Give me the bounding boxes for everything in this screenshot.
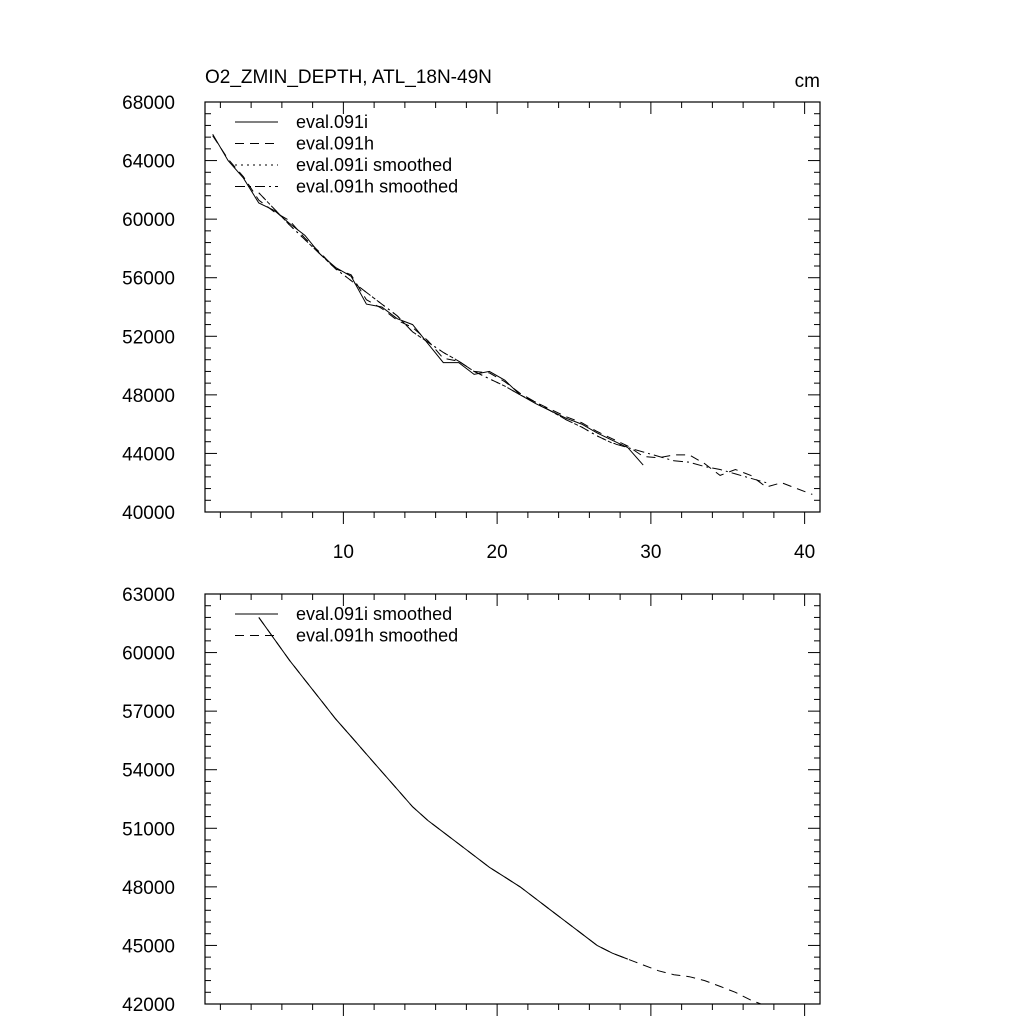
data-point: [520, 394, 521, 395]
data-point: [627, 446, 628, 447]
data-point: [597, 432, 598, 433]
data-point: [627, 959, 628, 960]
data-point: [335, 268, 336, 269]
data-point: [535, 898, 536, 899]
data-point: [397, 789, 398, 790]
data-point: [720, 469, 721, 470]
data-point: [643, 964, 644, 965]
data-point: [612, 440, 613, 441]
data-point: [381, 306, 382, 307]
data-point: [581, 427, 582, 428]
data-point: [351, 274, 352, 275]
data-point: [320, 699, 321, 700]
data-point: [397, 318, 398, 319]
y-tick-label: 56000: [122, 268, 175, 290]
data-point: [673, 454, 674, 455]
data-point: [689, 976, 690, 977]
data-point: [397, 315, 398, 316]
data-point: [627, 447, 628, 448]
data-point: [520, 393, 521, 394]
x-tick-label: 20: [486, 542, 508, 563]
data-point: [735, 473, 736, 474]
data-point: [489, 371, 490, 372]
top-chart-units: cm: [794, 71, 820, 92]
data-point: [504, 877, 505, 878]
data-point: [612, 443, 613, 444]
y-tick-label: 63000: [122, 585, 175, 606]
data-point: [504, 380, 505, 381]
data-point: [658, 456, 659, 457]
data-point: [366, 299, 367, 300]
y-tick-label: 48000: [122, 385, 175, 407]
y-tick-label: 52000: [122, 327, 175, 349]
data-point: [274, 638, 275, 639]
data-point: [397, 320, 398, 321]
data-point: [704, 980, 705, 981]
data-point: [750, 475, 751, 476]
y-tick-label: 44000: [122, 444, 175, 466]
data-point: [643, 465, 644, 466]
y-tick-label: 57000: [122, 702, 175, 724]
data-point: [720, 986, 721, 987]
legend-label: eval.091i smoothed: [296, 155, 453, 175]
data-point: [704, 463, 705, 464]
data-point: [427, 820, 428, 821]
data-point: [612, 953, 613, 954]
data-point: [427, 342, 428, 343]
data-point: [489, 378, 490, 379]
data-point: [689, 462, 690, 463]
data-point: [550, 409, 551, 410]
data-point: [658, 970, 659, 971]
data-point: [673, 460, 674, 461]
y-tick-label: 51000: [122, 819, 175, 841]
y-tick-label: 45000: [122, 936, 175, 958]
data-point: [366, 292, 367, 293]
data-point: [474, 374, 475, 375]
data-point: [304, 235, 305, 236]
data-point: [381, 771, 382, 772]
data-point: [412, 327, 413, 328]
data-point: [566, 416, 567, 417]
data-point: [443, 352, 444, 353]
data-point: [489, 372, 490, 373]
legend-label: eval.091h: [296, 133, 375, 154]
data-point: [704, 466, 705, 467]
data-point: [304, 679, 305, 680]
data-point: [781, 482, 782, 483]
data-point: [212, 134, 213, 135]
data-point: [351, 736, 352, 737]
legend-label: eval.091h smoothed: [296, 625, 459, 646]
data-point: [796, 488, 797, 489]
data-point: [658, 457, 659, 458]
data-point: [581, 933, 582, 934]
data-point: [535, 403, 536, 404]
data-point: [566, 419, 567, 420]
data-point: [289, 660, 290, 661]
data-point: [274, 208, 275, 209]
data-point: [427, 343, 428, 344]
y-tick-label: 68000: [122, 93, 175, 114]
top-chart-title: O2_ZMIN_DEPTH, ATL_18N-49N: [205, 67, 492, 88]
data-point: [474, 855, 475, 856]
data-point: [612, 438, 613, 439]
x-tick-label: 40: [794, 542, 816, 563]
data-point: [258, 617, 259, 618]
data-point: [228, 160, 229, 161]
data-point: [443, 358, 444, 359]
data-point: [643, 451, 644, 452]
data-point: [550, 910, 551, 911]
data-point: [504, 386, 505, 387]
data-point: [381, 308, 382, 309]
data-point: [750, 478, 751, 479]
data-point: [443, 362, 444, 363]
data-point: [458, 361, 459, 362]
data-point: [520, 886, 521, 887]
legend-label: eval.091i smoothed: [296, 604, 453, 624]
data-point: [597, 435, 598, 436]
data-point: [243, 176, 244, 177]
data-point: [489, 867, 490, 868]
data-point: [766, 482, 767, 483]
data-point: [320, 254, 321, 255]
y-tick-label: 40000: [122, 503, 175, 524]
y-tick-label: 60000: [122, 210, 175, 232]
data-point: [228, 159, 229, 160]
data-point: [566, 418, 567, 419]
data-point: [535, 402, 536, 403]
data-point: [289, 224, 290, 225]
data-point: [812, 494, 813, 495]
legend-label: eval.091h smoothed: [296, 176, 459, 197]
data-point: [258, 192, 259, 193]
data-point: [597, 945, 598, 946]
data-point: [735, 992, 736, 993]
data-point: [335, 718, 336, 719]
data-point: [258, 202, 259, 203]
data-point: [289, 220, 290, 221]
data-point: [412, 324, 413, 325]
data-point: [412, 331, 413, 332]
data-point: [351, 280, 352, 281]
data-point: [381, 304, 382, 305]
data-point: [458, 843, 459, 844]
data-point: [458, 362, 459, 363]
data-point: [766, 487, 767, 488]
data-point: [412, 806, 413, 807]
data-point: [474, 371, 475, 372]
data-point: [673, 974, 674, 975]
data-point: [566, 921, 567, 922]
data-point: [366, 304, 367, 305]
data-point: [258, 200, 259, 201]
data-point: [504, 381, 505, 382]
x-tick-label: 30: [640, 542, 662, 563]
data-point: [443, 832, 444, 833]
data-point: [304, 239, 305, 240]
data-point: [735, 469, 736, 470]
y-tick-label: 48000: [122, 877, 175, 899]
data-point: [689, 454, 690, 455]
data-point: [274, 211, 275, 212]
data-point: [643, 456, 644, 457]
data-point: [427, 340, 428, 341]
data-point: [581, 424, 582, 425]
data-point: [366, 754, 367, 755]
data-point: [581, 422, 582, 423]
y-tick-label: 42000: [122, 995, 175, 1016]
x-tick-label: 10: [332, 542, 354, 563]
y-tick-label: 64000: [122, 151, 175, 173]
data-point: [597, 431, 598, 432]
legend-label: eval.091i: [296, 112, 369, 132]
data-point: [720, 475, 721, 476]
y-tick-label: 54000: [122, 760, 175, 782]
data-point: [750, 1000, 751, 1001]
data-point: [212, 135, 213, 136]
y-tick-label: 60000: [122, 643, 175, 665]
data-point: [550, 410, 551, 411]
